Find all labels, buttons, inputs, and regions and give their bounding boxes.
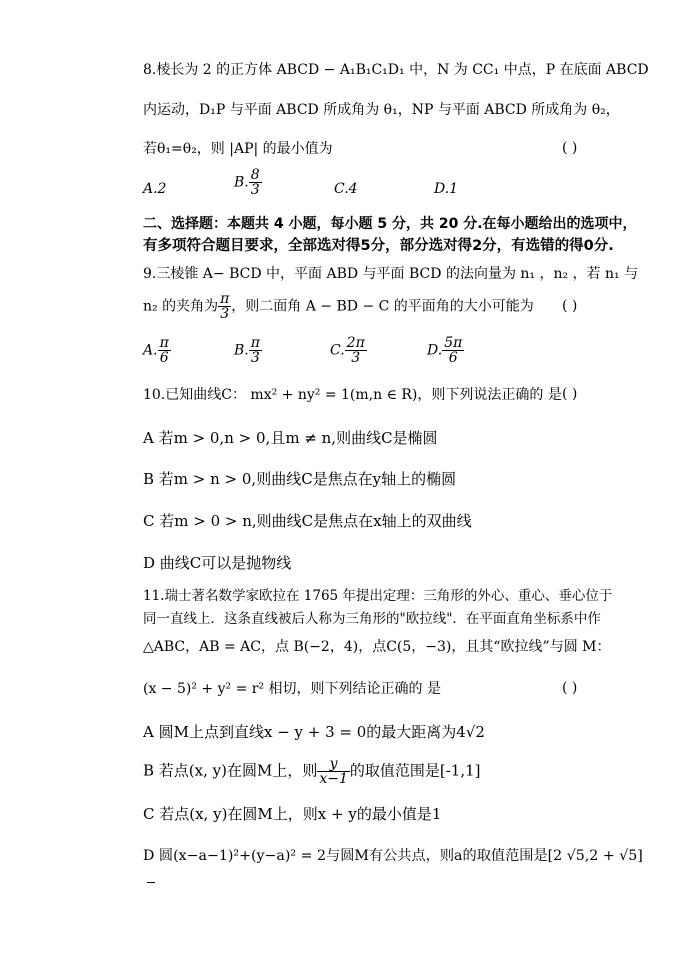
q9-option-d-den: 6 — [448, 350, 458, 366]
q8-option-b-fraction — [249, 168, 262, 197]
q9-stem-line2 — [143, 292, 672, 321]
q8-option-b — [234, 168, 262, 197]
q9-angle-num: π — [220, 291, 230, 307]
q11-option-b-a: B 若点(x, y)在圆M上，则 — [143, 761, 318, 780]
q9-option-c-prefix: C. — [330, 342, 345, 359]
q9-option-b-fraction — [249, 336, 262, 365]
q9-option-c — [330, 336, 367, 365]
q11-stem-line3: △ABC，AB = AC，点 B(−2，4)，点C(5，−3)，且其“欧拉线”与圆 M： — [143, 639, 611, 655]
q10-option-b: B 若m > n > 0,则曲线C是焦点在y轴上的椭圆 — [143, 470, 457, 488]
q9-option-b-prefix: B. — [234, 342, 249, 359]
q8-option-b-den: 3 — [250, 182, 260, 198]
q10-answer-paren: ( ) — [562, 386, 578, 402]
q8-stem-line2: 内运动，D₁P 与平面 ABCD 所成角为 θ₁，NP 与平面 ABCD 所成角为 θ₂， — [143, 102, 620, 118]
q9-option-d-fraction — [442, 336, 464, 365]
q9-option-b-den: 3 — [250, 350, 260, 366]
q11-option-a: A 圆M上点到直线x − y + 3 = 0的最大距离为4√2 — [143, 723, 485, 741]
q8-answer-paren: ( ) — [562, 140, 578, 156]
q8-option-a: A.2 — [143, 181, 167, 197]
q9-option-c-den: 3 — [351, 350, 361, 366]
q11-answer-paren: ( ) — [562, 680, 578, 696]
q8-option-b-prefix: B. — [234, 174, 249, 191]
q9-angle-den: 3 — [220, 306, 230, 322]
q9-answer-paren: ( ) — [562, 298, 578, 314]
q11-option-b-num: y — [317, 757, 350, 772]
q9-option-a-den: 6 — [159, 350, 169, 366]
q9-angle-fraction — [218, 292, 231, 321]
section2-header-line2: 有多项符合题目要求，全部选对得5分，部分选对得2分，有选错的得0分. — [143, 238, 614, 254]
q9-option-a-fraction — [158, 336, 171, 365]
q9-option-a — [143, 336, 171, 365]
q10-option-c: C 若m > 0 > n,则曲线C是焦点在x轴上的双曲线 — [143, 512, 472, 530]
q11-option-b — [143, 757, 672, 786]
q9-option-b — [234, 336, 262, 365]
q9-option-d-num: 5π — [444, 335, 463, 351]
q9-option-c-fraction — [345, 336, 367, 365]
q9-stem-line2-a: n₂ 的夹角为 — [143, 298, 219, 315]
q10-option-a: A 若m > 0,n > 0,且m ≠ n,则曲线C是椭圆 — [143, 429, 438, 447]
q11-stem-line2: 同一直线上．这条直线被后人称为三角形的"欧拉线"．在平面直角坐标系中作 — [143, 611, 601, 627]
q10-option-d: D 曲线C可以是抛物线 — [143, 554, 292, 572]
q11-stem-line1: 11.瑞士著名数学家欧拉在 1765 年提出定理：三角形的外心、重心、垂心位于 — [143, 588, 613, 604]
q9-option-a-prefix: A. — [143, 342, 158, 359]
q9-option-d — [427, 336, 464, 365]
q8-option-c: C.4 — [334, 181, 358, 197]
q11-option-b-den: x−1 — [319, 771, 348, 787]
q9-stem-line2-b: ，则二面角 A − BD − C 的平面角的大小可能为 — [231, 298, 534, 315]
q8-stem-line1: 8.棱长为 2 的正方体 ABCD − A₁B₁C₁D₁ 中，N 为 CC₁ 中点，P 在底面 ABCD — [143, 62, 649, 78]
q9-option-c-num: 2π — [346, 335, 365, 351]
q11-stem-line4: (x − 5)² + y² = r² 相切，则下列结论正确的 是 — [143, 681, 441, 697]
q11-option-d: D 圆(x−a−1)²+(y−a)² = 2与圆M有公共点，则a的取值范围是[2 √5,2 + √5] — [143, 848, 643, 864]
q11-option-b-b: 的取值范围是[-1,1] — [349, 761, 481, 780]
q8-option-d: D.1 — [434, 181, 459, 197]
stray-dash — [147, 882, 155, 883]
q8-stem-line3: 若θ₁=θ₂，则 |AP| 的最小值为 — [143, 141, 333, 157]
q11-option-b-fraction — [317, 757, 350, 786]
q8-option-b-num: 8 — [250, 167, 260, 183]
q9-option-b-num: π — [250, 335, 260, 351]
q10-stem: 10.已知曲线C： mx² + ny² = 1(m,n ∈ R)，则下列说法正确的 是 — [143, 387, 562, 403]
q9-option-a-num: π — [159, 335, 169, 351]
q9-stem-line1: 9.三棱锥 A− BCD 中，平面 ABD 与平面 BCD 的法向量为 n₁ ，n₂ ，若 n₁ 与 — [143, 266, 639, 282]
section2-header-line1: 二、选择题：本题共 4 小题，每小题 5 分，共 20 分.在每小题给出的选项中， — [143, 216, 637, 232]
q11-option-c: C 若点(x, y)在圆M上，则x + y的最小值是1 — [143, 805, 442, 823]
q9-option-d-prefix: D. — [427, 342, 443, 359]
